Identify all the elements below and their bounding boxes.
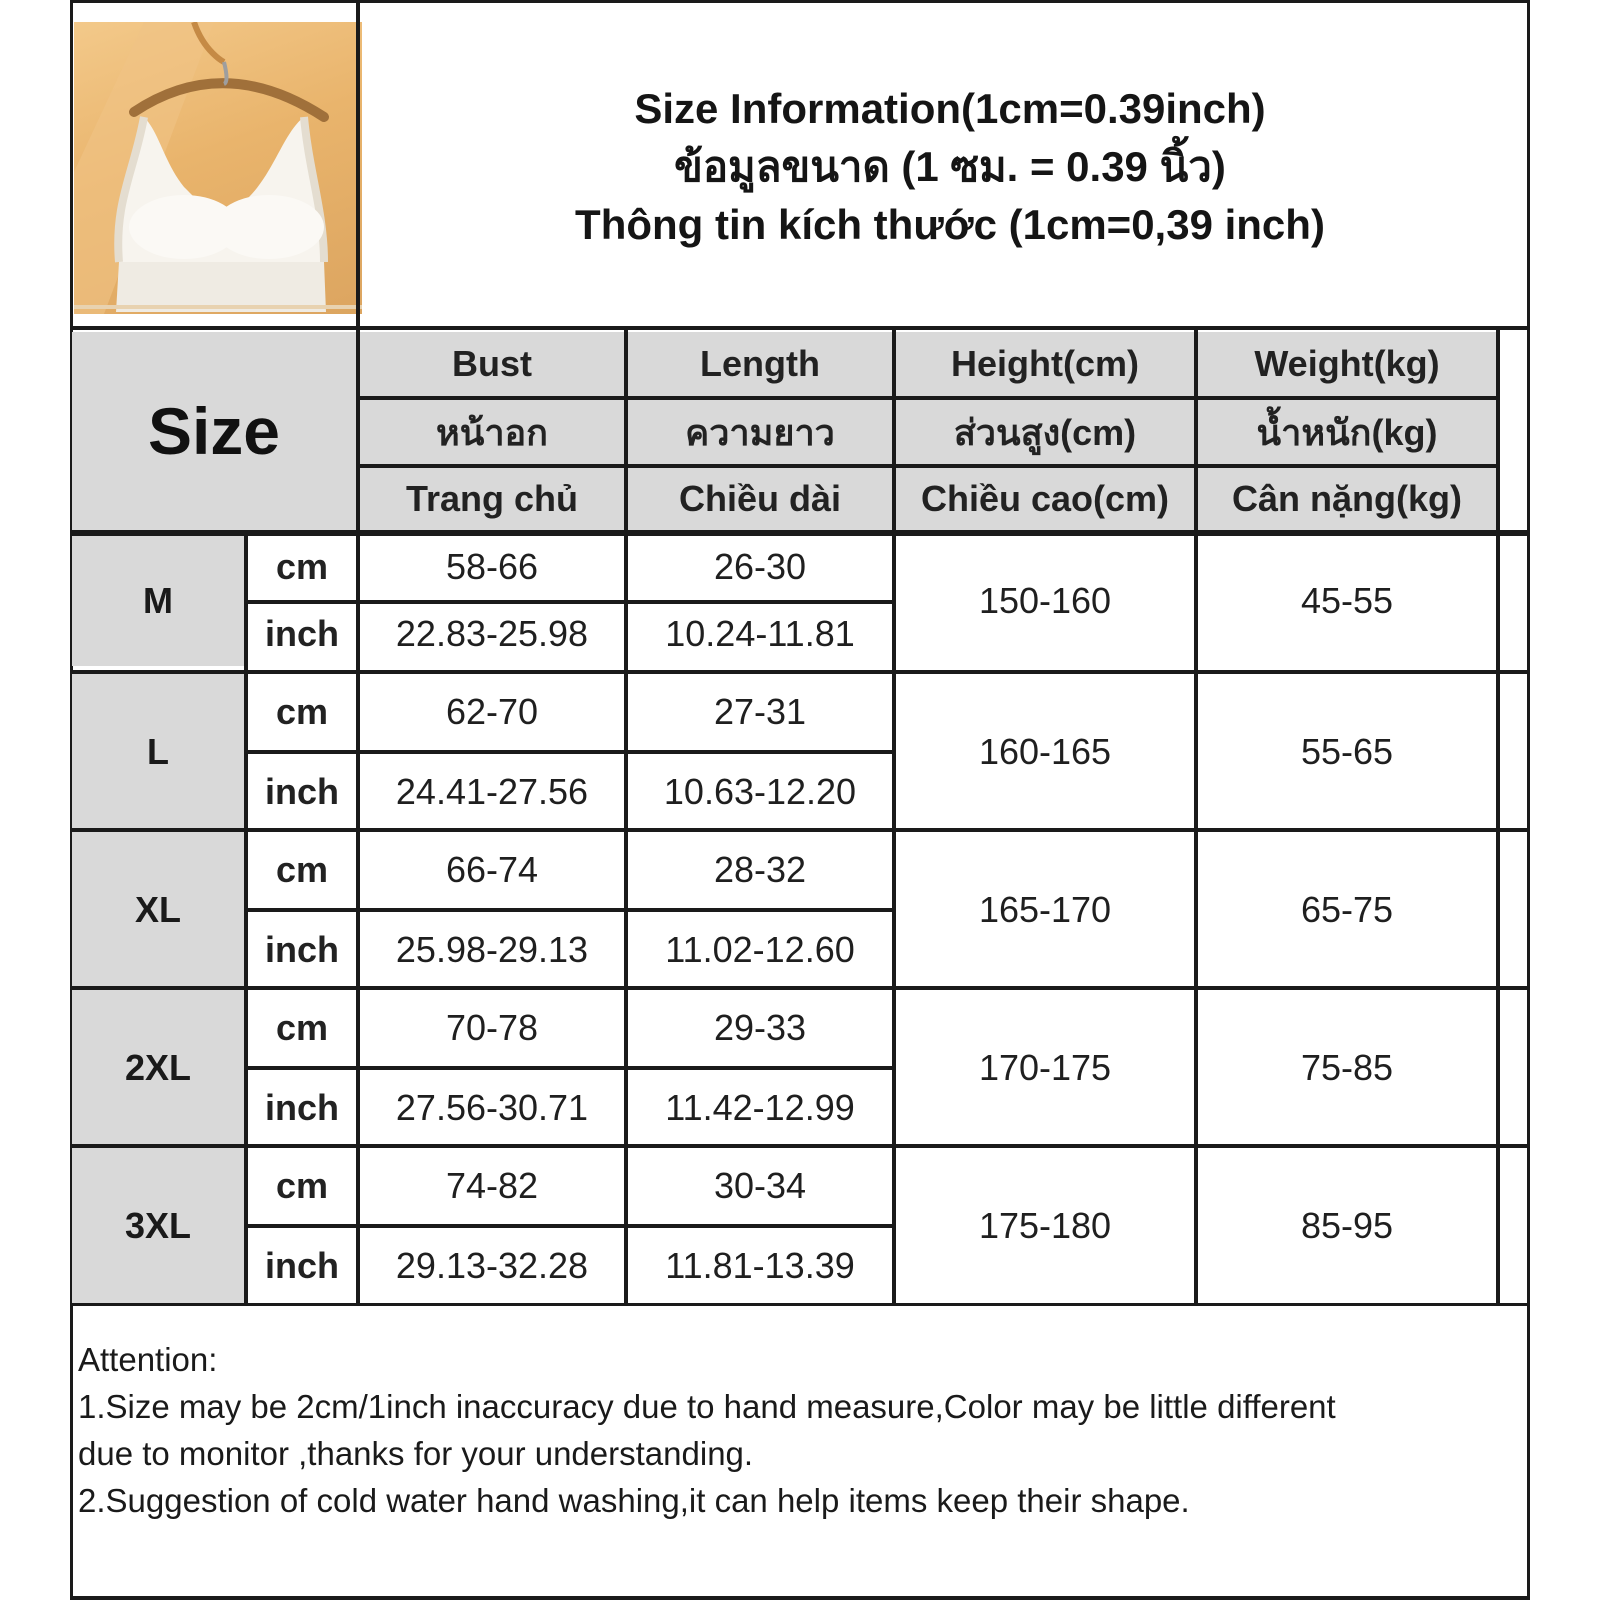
height-value: 160-165 xyxy=(896,674,1194,830)
column-header-weight-vi: Cân nặng(kg) xyxy=(1198,468,1496,530)
grid-horizontal-line xyxy=(244,750,894,754)
unit-label-inch: inch xyxy=(248,1070,356,1146)
title-thai: ข้อมูลขนาด (1 ซม. = 0.39 นิ้ว) xyxy=(674,143,1226,190)
unit-label-inch: inch xyxy=(248,754,356,830)
bust-cm-value: 62-70 xyxy=(360,674,624,750)
bust-inch-value: 27.56-30.71 xyxy=(360,1070,624,1146)
column-header-bust-vi: Trang chủ xyxy=(360,468,624,530)
product-photo xyxy=(74,22,362,314)
attention-line-3: 2.Suggestion of cold water hand washing,it can help items keep their shape. xyxy=(78,1482,1190,1519)
page-title xyxy=(370,80,1530,254)
weight-value: 65-75 xyxy=(1198,832,1496,988)
grid-vertical-line xyxy=(244,532,248,1305)
bottom-border xyxy=(70,1596,1530,1600)
unit-label-cm: cm xyxy=(248,990,356,1066)
length-inch-value: 11.81-13.39 xyxy=(628,1228,892,1304)
unit-label-cm: cm xyxy=(248,1148,356,1224)
attention-line-1: 1.Size may be 2cm/1inch inaccuracy due to hand measure,Color may be little different xyxy=(78,1388,1336,1425)
unit-label-cm: cm xyxy=(248,832,356,908)
grid-horizontal-line xyxy=(244,600,894,604)
length-inch-value: 10.24-11.81 xyxy=(628,602,892,666)
size-header: Size xyxy=(72,332,356,530)
title-vietnamese: Thông tin kích thước (1cm=0,39 inch) xyxy=(575,201,1325,248)
length-cm-value: 27-31 xyxy=(628,674,892,750)
bust-cm-value: 70-78 xyxy=(360,990,624,1066)
size-label: 3XL xyxy=(72,1148,244,1304)
size-label: XL xyxy=(72,832,244,988)
bust-cm-value: 58-66 xyxy=(360,536,624,598)
column-header-bust-en: Bust xyxy=(360,332,624,396)
unit-label-inch: inch xyxy=(248,1228,356,1304)
length-inch-value: 10.63-12.20 xyxy=(628,754,892,830)
column-header-height-th: ส่วนสูง(cm) xyxy=(896,400,1194,464)
column-header-length-th: ความยาว xyxy=(628,400,892,464)
title-english: Size Information(1cm=0.39inch) xyxy=(634,85,1266,132)
grid-vertical-line xyxy=(892,330,896,1305)
length-cm-value: 26-30 xyxy=(628,536,892,598)
grid-vertical-line xyxy=(356,330,360,1305)
column-header-height-vi: Chiều cao(cm) xyxy=(896,468,1194,530)
length-inch-value: 11.02-12.60 xyxy=(628,912,892,988)
weight-value: 85-95 xyxy=(1198,1148,1496,1304)
size-label: M xyxy=(72,536,244,666)
height-value: 170-175 xyxy=(896,990,1194,1146)
weight-value: 45-55 xyxy=(1198,536,1496,666)
unit-label-inch: inch xyxy=(248,602,356,666)
column-header-bust-th: หน้าอก xyxy=(360,400,624,464)
column-header-weight-en: Weight(kg) xyxy=(1198,332,1496,396)
grid-horizontal-line xyxy=(70,986,1530,990)
column-header-height-en: Height(cm) xyxy=(896,332,1194,396)
table-bottom-border xyxy=(70,1303,1530,1306)
height-value: 165-170 xyxy=(896,832,1194,988)
grid-horizontal-line xyxy=(70,1144,1530,1148)
length-cm-value: 29-33 xyxy=(628,990,892,1066)
length-cm-value: 30-34 xyxy=(628,1148,892,1224)
grid-horizontal-line xyxy=(356,464,1500,468)
title-bottom-border xyxy=(70,326,1530,330)
height-value: 175-180 xyxy=(896,1148,1194,1304)
bra-on-hanger-photo xyxy=(74,22,362,314)
bust-inch-value: 24.41-27.56 xyxy=(360,754,624,830)
height-value: 150-160 xyxy=(896,536,1194,666)
size-label: L xyxy=(72,674,244,830)
attention-note xyxy=(78,1336,1518,1524)
unit-label-cm: cm xyxy=(248,536,356,598)
grid-vertical-line xyxy=(1496,330,1500,1305)
grid-vertical-line xyxy=(1194,330,1198,1305)
bust-cm-value: 74-82 xyxy=(360,1148,624,1224)
grid-horizontal-line xyxy=(244,1224,894,1228)
length-inch-value: 11.42-12.99 xyxy=(628,1070,892,1146)
attention-line-2: due to monitor ,thanks for your understanding. xyxy=(78,1435,754,1472)
grid-vertical-line xyxy=(624,330,628,1305)
grid-horizontal-line xyxy=(70,530,1530,536)
column-header-length-en: Length xyxy=(628,332,892,396)
column-header-weight-th: น้ำหนัก(kg) xyxy=(1198,400,1496,464)
attention-heading: Attention: xyxy=(78,1341,218,1378)
bust-inch-value: 29.13-32.28 xyxy=(360,1228,624,1304)
size-label: 2XL xyxy=(72,990,244,1146)
column-header-length-vi: Chiều dài xyxy=(628,468,892,530)
grid-horizontal-line xyxy=(70,828,1530,832)
grid-horizontal-line xyxy=(356,396,1500,400)
photo-divider xyxy=(356,3,360,328)
unit-label-inch: inch xyxy=(248,912,356,988)
bust-cm-value: 66-74 xyxy=(360,832,624,908)
weight-value: 75-85 xyxy=(1198,990,1496,1146)
grid-horizontal-line xyxy=(244,908,894,912)
weight-value: 55-65 xyxy=(1198,674,1496,830)
top-border xyxy=(70,0,1530,3)
length-cm-value: 28-32 xyxy=(628,832,892,908)
bust-inch-value: 25.98-29.13 xyxy=(360,912,624,988)
grid-horizontal-line xyxy=(70,670,1530,674)
grid-horizontal-line xyxy=(244,1066,894,1070)
bust-inch-value: 22.83-25.98 xyxy=(360,602,624,666)
unit-label-cm: cm xyxy=(248,674,356,750)
